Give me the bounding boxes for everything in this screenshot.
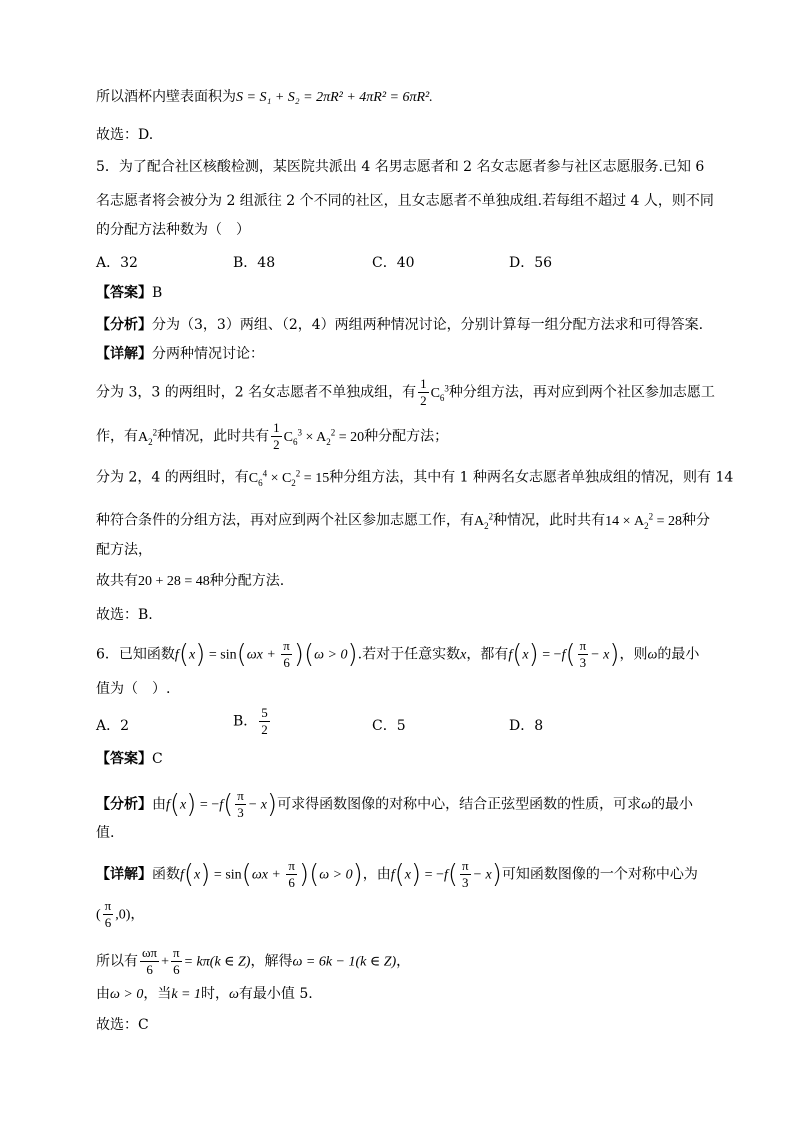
text: 函数 xyxy=(152,866,180,883)
q6-detail-line4 xyxy=(96,984,313,1005)
formula: f xyxy=(166,797,170,813)
formula: x xyxy=(188,647,196,663)
text: 分为 2，4 的两组时，有 xyxy=(96,469,249,486)
answer-value: B xyxy=(152,285,163,301)
formula: ω > 0 xyxy=(314,647,348,663)
q5-stem-line3: 的分配方法种数为（ ） xyxy=(96,222,250,238)
formula: = kπ(k ∈ Z) xyxy=(183,954,251,970)
fraction: $\frac{\pi}{3}$ xyxy=(462,858,469,890)
formula: − x xyxy=(247,797,268,813)
formula: x xyxy=(194,867,201,883)
fraction: $\frac{\pi}{6}$ xyxy=(173,945,180,977)
formula: f xyxy=(219,797,224,813)
formula: − x xyxy=(472,867,492,883)
text: 所以有 xyxy=(96,953,138,970)
formula: $C_6^3 \times A_2^2 = 20$ xyxy=(283,426,365,447)
text: ，解得 xyxy=(250,953,293,970)
formula: x xyxy=(404,867,412,883)
formula: f xyxy=(561,647,566,663)
q5-detail-line3 xyxy=(96,463,733,492)
fraction: $\frac{\pi}{6}$ xyxy=(283,638,290,670)
text: 时， xyxy=(201,986,230,1002)
q6-stem-line2: 值为（ ）. xyxy=(96,681,171,697)
q5-end: 故选：B. xyxy=(96,607,153,623)
q5-detail-line2 xyxy=(96,420,448,453)
analysis-text: 分为（3，3）两组、（2，4）两组两种情况讨论，分别计算每一组分配方法求和可得答案. xyxy=(152,317,704,333)
fraction: $\frac{\pi}{3}$ xyxy=(237,788,244,820)
q6-option-a: A．2 xyxy=(96,718,130,734)
formula: $A_2^2$ xyxy=(138,426,158,447)
formula: ω xyxy=(229,987,239,1002)
formula: ωx + xyxy=(246,647,280,663)
q5-detail xyxy=(96,344,264,364)
fraction: $\frac{1}{2}$ xyxy=(273,420,280,452)
text: 由 xyxy=(152,796,166,813)
formula: = sin xyxy=(205,647,237,663)
text: 种情况，此时共有 xyxy=(157,428,270,445)
q5-detail-line4 xyxy=(96,506,710,535)
fraction: $\frac{\pi}{6}$ xyxy=(288,858,295,890)
text: 的最小 xyxy=(651,796,694,813)
formula: + xyxy=(161,954,170,970)
formula: x xyxy=(180,797,187,813)
formula: $C_6^4 \times C_2^2 = 15$ xyxy=(248,468,330,488)
q5-option-a: A．32 xyxy=(96,255,138,271)
formula: f xyxy=(174,647,179,663)
q5-detail-line1 xyxy=(96,376,715,409)
text: 分为 3，3 的两组时，2 名女志愿者不单独成组，有 xyxy=(96,384,417,401)
line-surface-area xyxy=(96,87,433,108)
formula: = sin xyxy=(210,867,242,883)
q6-option-b xyxy=(233,705,272,738)
line-choose-d: 故选：D. xyxy=(96,127,154,143)
text: ，则 xyxy=(619,646,648,663)
formula: = − xyxy=(421,867,444,883)
text: 的最小 xyxy=(657,646,700,663)
text: 种分组方法，再对应到两个社区参加志愿工 xyxy=(448,384,715,401)
analysis-tag: 【分析】 xyxy=(96,796,152,813)
text: 种符合条件的分组方法，再对应到两个社区参加志愿工作，有 xyxy=(96,512,474,529)
text: ，当 xyxy=(143,986,172,1002)
q6-analysis: 【分析】由f(x) = −f( $\frac{\pi}{3}$ − x)可求得函数图像的对称中心，结合正弦型函数的性质，可求ω的最小 xyxy=(96,788,694,820)
formula: ω xyxy=(647,647,658,663)
text: 种分配方法. xyxy=(209,573,285,589)
analysis-tag: 【分析】 xyxy=(96,317,152,333)
formula: ω = 6k − 1(k ∈ Z) xyxy=(292,954,397,970)
fraction: $\frac{\omega\pi}{6}$ xyxy=(142,945,158,977)
q5-detail-line5: 配方法， xyxy=(96,542,152,558)
answer-tag: 【答案】 xyxy=(96,285,152,301)
formula: = − xyxy=(538,647,562,663)
detail-tag: 【详解】 xyxy=(96,866,152,883)
q6-stem-line1: 6．已知函数f(x) = sin(ωx + $\frac{\pi}{6}$ )(ω > 0).若对于任意实数x，都有f(x) = −f( $\frac{\pi}{3}$ − x)，则ω的最小 xyxy=(96,638,700,670)
option-label: B． xyxy=(233,713,258,730)
formula: f xyxy=(443,867,448,883)
text: 可求得函数图像的对称中心，结合正弦型函数的性质，可求 xyxy=(277,796,642,813)
answer-value: C xyxy=(152,751,163,767)
fraction: $\frac{\pi}{3}$ xyxy=(579,638,587,670)
text: .若对于任意实数 xyxy=(357,646,461,663)
q5-detail-line6 xyxy=(96,571,284,592)
q5-stem-line1: 5．为了配合社区核酸检测，某医院共派出 4 名男志愿者和 2 名女志愿者参与社区志愿服务.已知 6 xyxy=(96,159,705,175)
formula: ( xyxy=(96,907,101,923)
text: 6．已知函数 xyxy=(96,646,175,663)
detail-tag: 【详解】 xyxy=(96,346,152,362)
formula: k = 1 xyxy=(171,987,202,1002)
q6-detail: 【详解】函数f(x) = sin(ωx + $\frac{\pi}{6}$ )(ω > 0)，由f(x) = −f( $\frac{\pi}{3}$ − x)可知函数图像的一个对称中心为 xyxy=(96,858,698,890)
fraction: $\frac{5}{2}$ xyxy=(261,705,268,737)
text: 种情况，此时共有 xyxy=(493,512,606,529)
text: 作，有 xyxy=(96,428,138,445)
formula: $14 \times A_2^2 = 28$ xyxy=(605,511,683,531)
q6-analysis-line2: 值. xyxy=(96,825,115,841)
text: 由 xyxy=(96,986,110,1002)
formula: − x xyxy=(590,647,610,663)
formula: x xyxy=(522,647,529,663)
formula: f xyxy=(508,647,513,663)
q6-detail-line3: 所以有 $\frac{\omega\pi}{6}$ + $\frac{\pi}{6}$ = kπ(k ∈ Z)，解得ω = 6k − 1(k ∈ Z)， xyxy=(96,945,411,977)
formula: ω > 0 xyxy=(110,987,144,1002)
fraction: $\frac{\pi}{6}$ xyxy=(104,898,112,930)
text: 所以酒杯内壁表面积为 xyxy=(96,89,236,105)
formula: ω > 0 xyxy=(319,867,353,883)
q6-option-c: C．5 xyxy=(372,718,406,734)
q6-answer xyxy=(96,749,163,769)
detail-text: 分两种情况讨论： xyxy=(152,346,264,362)
formula: ω xyxy=(641,797,652,813)
text: 种分 xyxy=(682,512,711,529)
formula: 20 + 28 = 48 xyxy=(138,574,210,589)
text: 种分配方法； xyxy=(364,428,449,445)
text: ，由 xyxy=(362,866,391,883)
formula: $A_2^2$ xyxy=(474,511,494,531)
answer-tag: 【答案】 xyxy=(96,751,152,767)
text: 故共有 xyxy=(96,573,138,589)
formula: ,0)， xyxy=(115,907,145,923)
formula: $C_6^3$ xyxy=(430,382,449,403)
text: ，都有 xyxy=(466,646,509,663)
formula: x xyxy=(460,647,467,663)
formula: ωx + xyxy=(251,867,285,883)
q6-option-d: D．8 xyxy=(509,718,544,734)
q5-answer xyxy=(96,283,162,303)
text: 可知函数图像的一个对称中心为 xyxy=(501,866,698,883)
formula-surface-area: S = S₁ + S₂ = 2πR² + 4πR² = 6πR². xyxy=(236,90,433,105)
q6-detail-center xyxy=(96,898,144,931)
formula: = − xyxy=(196,797,220,813)
q6-end: 故选：C xyxy=(96,1017,149,1033)
formula: f xyxy=(390,867,395,883)
q5-option-c: C．40 xyxy=(372,255,415,271)
q5-stem-line2: 名志愿者将会被分为 2 组派往 2 个不同的社区，且女志愿者不单独成组.若每组不超过 4 人，则不同 xyxy=(96,193,714,209)
text: 有最小值 5. xyxy=(238,986,313,1002)
formula: f xyxy=(180,867,184,883)
fraction: $\frac{1}{2}$ xyxy=(420,376,427,408)
text: 种分组方法，其中有 1 种两名女志愿者单独成组的情况，则有 14 xyxy=(329,469,734,486)
q5-option-b: B．48 xyxy=(233,255,276,271)
q5-analysis xyxy=(96,315,703,335)
q5-option-d: D．56 xyxy=(509,255,553,271)
